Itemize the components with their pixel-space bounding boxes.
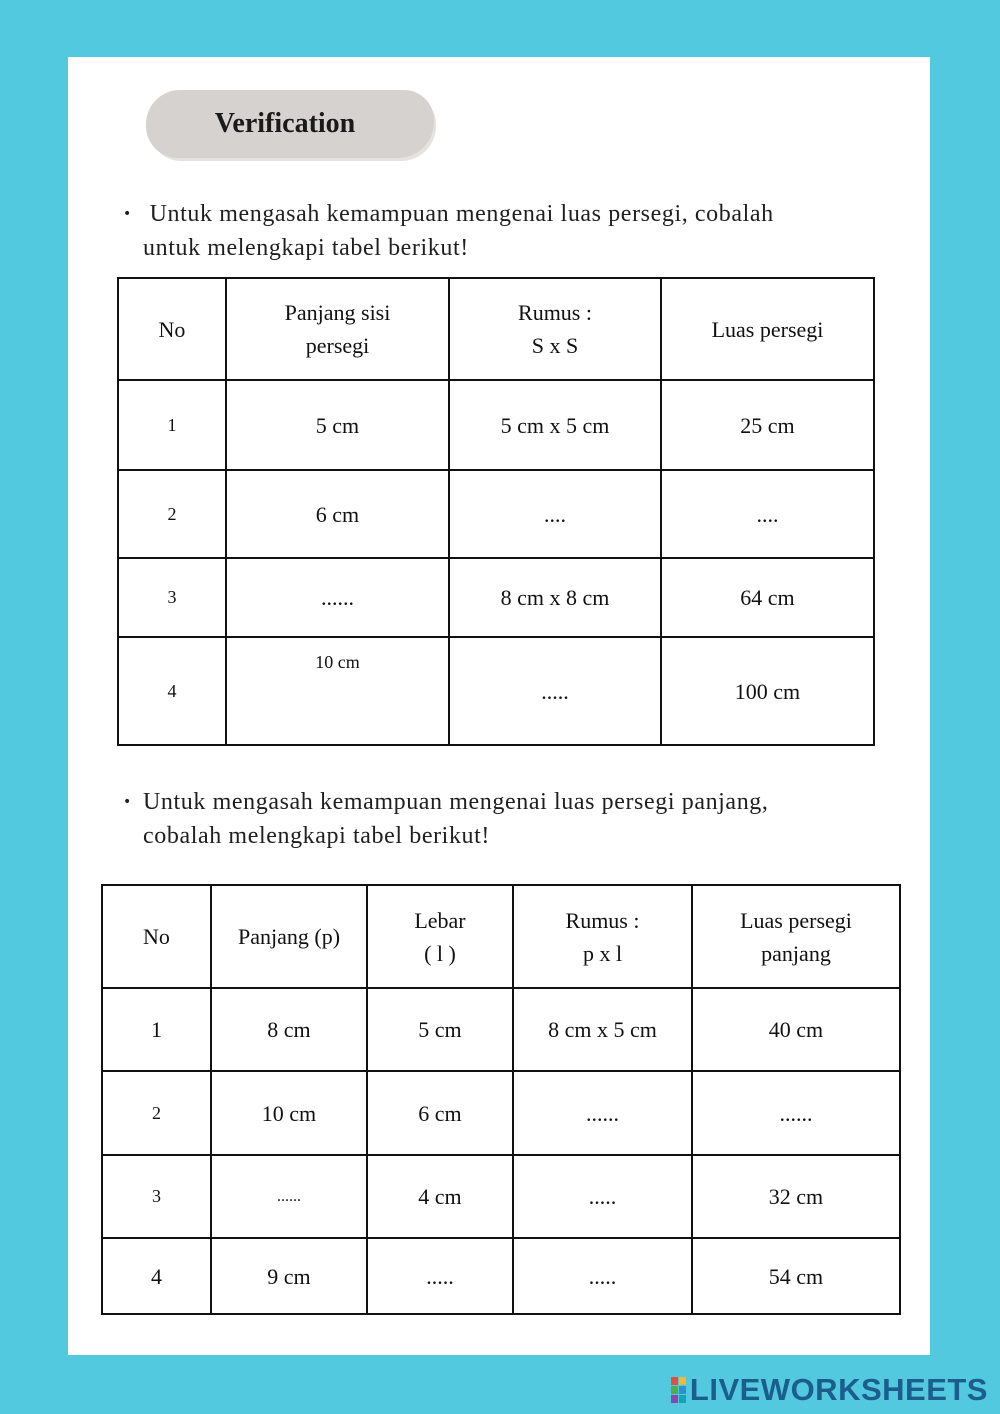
header-formula-line-2: S x S [531, 333, 579, 358]
logo-square [671, 1386, 678, 1394]
logo-square [679, 1395, 686, 1403]
cell-area: 25 cm [661, 380, 874, 470]
worksheet-page [68, 57, 930, 1355]
cell-no: 4 [118, 637, 226, 745]
header-width-line-2: ( l ) [424, 940, 456, 966]
header-formula [449, 278, 661, 380]
cell-side-blank[interactable]: ...... [226, 558, 449, 637]
cell-length: 8 cm [211, 988, 367, 1071]
cell-width: 5 cm [367, 988, 513, 1071]
header-side-line-1: Panjang sisi [284, 300, 391, 325]
cell-formula-blank[interactable]: ..... [513, 1238, 692, 1314]
header-length: Panjang (p) [211, 885, 367, 988]
cell-no: 4 [102, 1238, 211, 1314]
cell-formula-blank[interactable]: ..... [449, 637, 661, 745]
table-row [102, 1071, 900, 1155]
instruction-2-line-1: Untuk mengasah kemampuan mengenai luas persegi panjang, [143, 789, 769, 815]
cell-side: 6 cm [226, 470, 449, 558]
instruction-1-line-2: untuk melengkapi tabel berikut! [143, 235, 469, 261]
header-side [226, 278, 449, 380]
table-row [102, 988, 900, 1071]
section-heading: Verification [214, 108, 356, 139]
cell-no: 2 [118, 470, 226, 558]
cell-area: 40 cm [692, 988, 900, 1071]
cell-no: 1 [118, 380, 226, 470]
cell-length-blank[interactable]: ...... [211, 1155, 367, 1238]
table-row [118, 558, 874, 637]
cell-formula: 8 cm x 8 cm [449, 558, 661, 637]
cell-length: 10 cm [211, 1071, 367, 1155]
header-side-line-2: persegi [305, 333, 370, 358]
cell-area: 64 cm [661, 558, 874, 637]
cell-side: 10 cm [226, 637, 449, 745]
header-width-line-1: Lebar [414, 907, 466, 933]
header-formula-line-1: Rumus : [565, 907, 640, 933]
header-area: Luas persegi [661, 278, 874, 380]
header-area-line-2: panjang [761, 940, 831, 966]
header-no: No [102, 885, 211, 988]
header-area [692, 885, 900, 988]
bullet-icon: • [123, 206, 132, 222]
instruction-2 [123, 785, 769, 853]
instruction-2-line-2: cobalah melengkapi tabel berikut! [143, 823, 490, 849]
logo-square [671, 1377, 678, 1385]
cell-area-blank[interactable]: ...... [692, 1071, 900, 1155]
rectangle-area-table [101, 884, 901, 1315]
header-no: No [118, 278, 226, 380]
verification-badge [146, 90, 434, 158]
bullet-icon: • [123, 794, 132, 810]
header-area-line-1: Luas persegi [740, 907, 852, 933]
cell-area-blank[interactable]: .... [661, 470, 874, 558]
instruction-1 [123, 197, 774, 265]
cell-length: 9 cm [211, 1238, 367, 1314]
logo-mark-icon [671, 1377, 686, 1403]
cell-formula-blank[interactable]: ..... [513, 1155, 692, 1238]
cell-width: 4 cm [367, 1155, 513, 1238]
table-header-row [118, 278, 874, 380]
square-area-table [117, 277, 875, 746]
cell-area: 100 cm [661, 637, 874, 745]
cell-no: 3 [118, 558, 226, 637]
cell-no: 2 [102, 1071, 211, 1155]
cell-formula-blank[interactable]: .... [449, 470, 661, 558]
logo-square [679, 1377, 686, 1385]
cell-width-blank[interactable]: ..... [367, 1238, 513, 1314]
logo-square [671, 1395, 678, 1403]
cell-area: 32 cm [692, 1155, 900, 1238]
header-formula [513, 885, 692, 988]
cell-formula: 8 cm x 5 cm [513, 988, 692, 1071]
cell-formula-blank[interactable]: ...... [513, 1071, 692, 1155]
cell-no: 1 [102, 988, 211, 1071]
table-row [118, 470, 874, 558]
logo-text: LIVEWORKSHEETS [689, 1372, 988, 1407]
table-row [102, 1238, 900, 1314]
cell-no: 3 [102, 1155, 211, 1238]
table-row [102, 1155, 900, 1238]
cell-formula: 5 cm x 5 cm [449, 380, 661, 470]
table-row [118, 380, 874, 470]
header-width [367, 885, 513, 988]
instruction-1-line-1: Untuk mengasah kemampuan mengenai luas persegi, cobalah [143, 201, 774, 227]
table-header-row [102, 885, 900, 988]
header-formula-line-2: p x l [582, 940, 623, 966]
cell-width: 6 cm [367, 1071, 513, 1155]
cell-area: 54 cm [692, 1238, 900, 1314]
liveworksheets-logo[interactable] [671, 1372, 988, 1408]
cell-side: 5 cm [226, 380, 449, 470]
logo-square [679, 1386, 686, 1394]
table-row [118, 637, 874, 745]
header-formula-line-1: Rumus : [518, 300, 592, 325]
